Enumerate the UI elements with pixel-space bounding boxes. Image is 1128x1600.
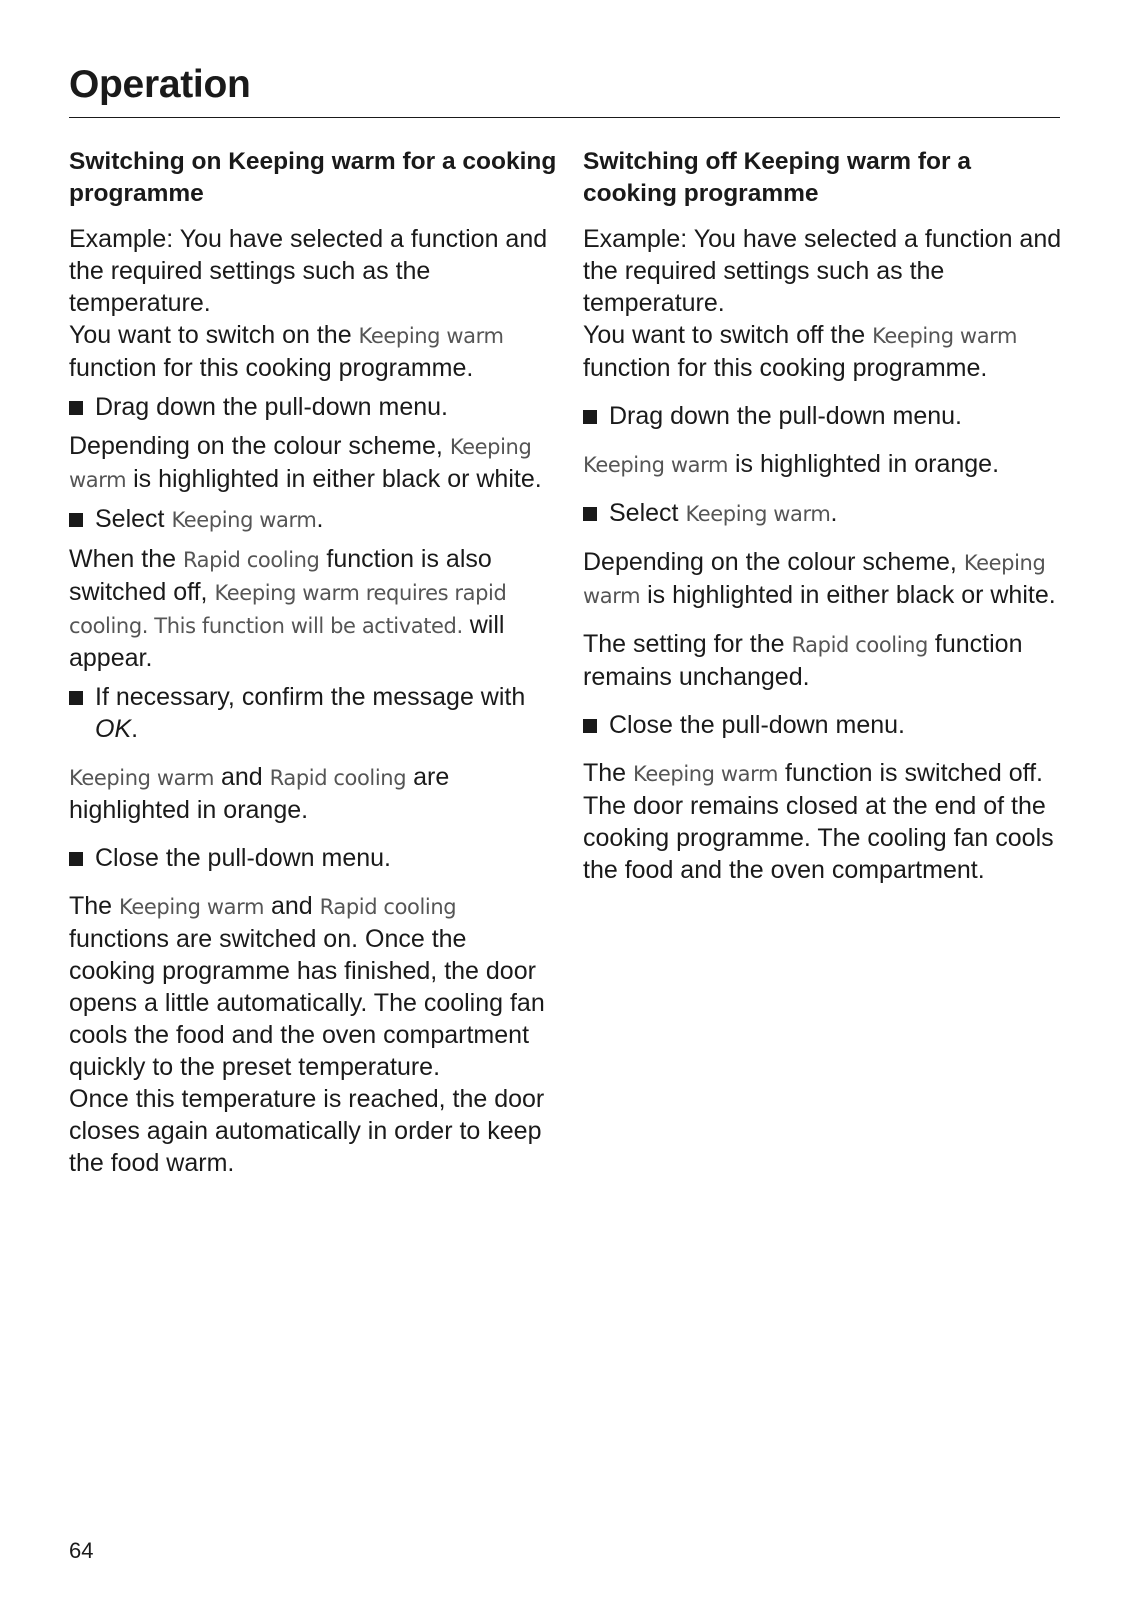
ui-term: Keeping warm: [685, 502, 831, 526]
ui-term: Rapid cooling: [791, 633, 928, 657]
ui-term: Keeping warm: [583, 453, 729, 477]
bullet-icon: [583, 410, 597, 424]
colour-scheme-paragraph: Depending on the colour scheme, Keeping warm is highlighted in either black or white.: [583, 548, 1056, 609]
step-select-keeping-warm: Select Keeping warm.: [69, 503, 559, 536]
ui-term: Keeping warm: [583, 551, 1046, 608]
highlighted-paragraph: Keeping warm and Rapid cooling are highlighted in orange.: [69, 763, 450, 824]
page-title: Operation: [69, 63, 251, 106]
page-number: 64: [69, 1538, 94, 1563]
ui-term: Keeping warm: [358, 324, 504, 348]
bullet-icon: [69, 401, 83, 415]
highlighted-paragraph: Keeping warm is highlighted in orange.: [583, 450, 1000, 478]
step-confirm-message: If necessary, confirm the message with OK.: [69, 681, 559, 745]
bullet-icon: [69, 691, 83, 705]
page-header: [69, 62, 1060, 118]
ui-term: Rapid cooling: [182, 548, 320, 572]
ui-term: Keeping warm: [69, 435, 532, 492]
step-drag-menu: Drag down the pull-down menu.: [69, 391, 559, 423]
result-paragraph: The Keeping warm function is switched off. The door remains closed at the end of the cooking programme. The cooling fan cools the food and the oven compartment.: [583, 759, 1054, 884]
ui-term: Keeping warm: [171, 508, 317, 532]
result-paragraph: The Keeping warm and Rapid cooling functions are switched on. Once the cooking programme has finished, the door opens a little automatically. The cooling fan cools the food and the oven compartment quickly to the preset temperature. Once this temperature is reached, the door closes again automatically in order to keep the food warm.: [69, 892, 545, 1177]
intro-paragraph: Example: You have selected a function and the required settings such as the temperature. You want to switch on the Keeping warm function for this cooking programme.: [69, 225, 548, 382]
rapid-cooling-paragraph: When the Rapid cooling function is also switched off, Keeping warm requires rapid cooling. This function will be activated. will appear.: [69, 545, 507, 672]
ui-term: Keeping warm: [119, 895, 265, 919]
ui-term: Keeping warm: [69, 766, 215, 790]
ok-label: OK: [95, 715, 132, 743]
bullet-icon: [69, 852, 83, 866]
bullet-icon: [583, 507, 597, 521]
ui-term: Rapid cooling: [269, 766, 407, 790]
intro-paragraph: Example: You have selected a function and the required settings such as the temperature. You want to switch off the Keeping warm function for this cooking programme.: [583, 225, 1062, 382]
ui-message: Keeping warm requires rapid cooling. This function will be activated.: [69, 581, 507, 638]
step-drag-menu: Drag down the pull-down menu.: [583, 400, 1063, 432]
colour-scheme-paragraph: Depending on the colour scheme, Keeping warm is highlighted in either black or white.: [69, 432, 542, 493]
right-column: [583, 146, 1063, 886]
step-close-menu: Close the pull-down menu.: [583, 709, 1063, 741]
ui-term: Keeping warm: [872, 324, 1018, 348]
bullet-icon: [583, 719, 597, 733]
left-column: [69, 146, 559, 1179]
step-close-menu: Close the pull-down menu.: [69, 842, 559, 874]
rapid-cooling-paragraph: The setting for the Rapid cooling function remains unchanged.: [583, 630, 1023, 691]
ui-term: Rapid cooling: [319, 895, 457, 919]
section-heading-switch-off: Switching off Keeping warm for a cooking programme: [583, 148, 971, 207]
bullet-icon: [69, 513, 83, 527]
section-heading-switch-on: Switching on Keeping warm for a cooking programme: [69, 148, 557, 207]
ui-term: Keeping warm: [633, 762, 779, 786]
step-select-keeping-warm: Select Keeping warm.: [583, 497, 1063, 530]
